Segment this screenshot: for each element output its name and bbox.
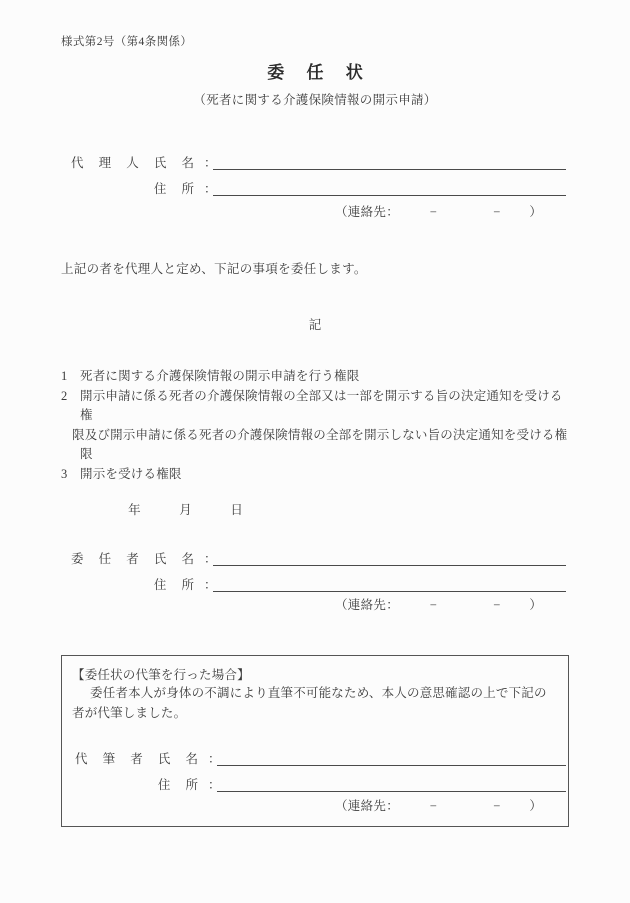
scribe-name-input[interactable] (217, 765, 566, 766)
delegator-contact-dash-1: − (429, 598, 438, 612)
agent-address-colon: ： (204, 182, 217, 196)
delegator-contact-line (335, 595, 542, 613)
clause-number: 2 (61, 388, 68, 403)
scribe-note-body: 委任者本人が身体の不調により直筆不可能なため、本人の意思確認の上で下記の者が代筆しました。 (72, 686, 547, 720)
list-item (61, 465, 571, 485)
agent-contact-line (335, 202, 542, 220)
list-marker: 記 (308, 318, 322, 332)
delegator-address-label: 住 所 (153, 578, 200, 592)
delegator-address-input[interactable] (213, 591, 566, 592)
clause-text: 開示を受ける権限 (80, 466, 182, 481)
scribe-name-colon: ： (208, 752, 221, 766)
form-number: 様式第2号（第4条関係） (61, 36, 193, 48)
clause-number: 3 (61, 466, 68, 481)
scribe-note-heading: 【委任状の代筆を行った場合】 (72, 668, 250, 682)
delegator-contact-suffix: ） (529, 598, 543, 612)
scribe-address-label: 住 所 (157, 778, 204, 792)
delegator-name-colon: ： (204, 552, 217, 566)
scribe-name-label: 代 筆 者 氏 名 (74, 752, 204, 766)
scribe-address-row (72, 774, 566, 794)
delegator-address-row (61, 574, 566, 594)
agent-name-input[interactable] (213, 169, 566, 170)
scribe-contact-prefix: （連絡先： (335, 799, 400, 813)
scribe-address-colon: ： (208, 778, 221, 792)
agent-contact-prefix: （連絡先： (335, 205, 400, 219)
scribe-name-row (72, 748, 566, 768)
clause-text: 開示申請に係る死者の介護保険情報の全部又は一部を開示する旨の決定通知を受ける権 (80, 388, 563, 422)
delegator-name-label: 委 任 者 氏 名 (70, 552, 200, 566)
delegator-address-colon: ： (204, 578, 217, 592)
agent-address-input[interactable] (213, 195, 566, 196)
date-month-label: 月 (179, 503, 192, 517)
agent-address-row (61, 178, 566, 198)
agent-contact-suffix: ） (529, 205, 543, 219)
scribe-address-input[interactable] (217, 791, 566, 792)
delegator-name-row (61, 548, 566, 568)
agent-name-label: 代 理 人 氏 名 (70, 156, 200, 170)
list-item (61, 367, 571, 387)
agent-name-colon: ： (204, 156, 217, 170)
agent-contact-dash-2: − (493, 205, 501, 219)
delegation-statement: 上記の者を代理人と定め、下記の事項を委任します。 (61, 262, 367, 276)
clause-text-continued: 限及び開示申請に係る死者の介護保険情報の全部を開示しない旨の決定通知を受ける権限 (72, 427, 568, 461)
delegator-contact-dash-2: − (493, 598, 501, 612)
agent-contact-dash-1: − (429, 205, 438, 219)
date-day-label: 日 (230, 503, 243, 517)
date-line[interactable] (61, 500, 278, 518)
scribe-contact-suffix: ） (529, 799, 543, 813)
delegator-name-input[interactable] (213, 565, 566, 566)
delegator-contact-prefix: （連絡先： (335, 598, 400, 612)
scribe-contact-dash-2: − (493, 799, 501, 813)
clause-text: 死者に関する介護保険情報の開示申請を行う権限 (80, 369, 360, 383)
date-year-label: 年 (128, 503, 141, 517)
clause-list (61, 367, 571, 484)
page-title: 委 任 状 (267, 63, 372, 82)
scribe-note-box (61, 655, 569, 827)
clause-number: 1 (61, 369, 68, 383)
agent-name-row (61, 152, 566, 172)
page-subtitle: （死者に関する介護保険情報の開示申請） (193, 93, 437, 107)
list-item (61, 387, 571, 465)
scribe-contact-dash-1: − (429, 799, 438, 813)
agent-address-label: 住 所 (153, 182, 200, 196)
scribe-contact-line (335, 796, 542, 814)
